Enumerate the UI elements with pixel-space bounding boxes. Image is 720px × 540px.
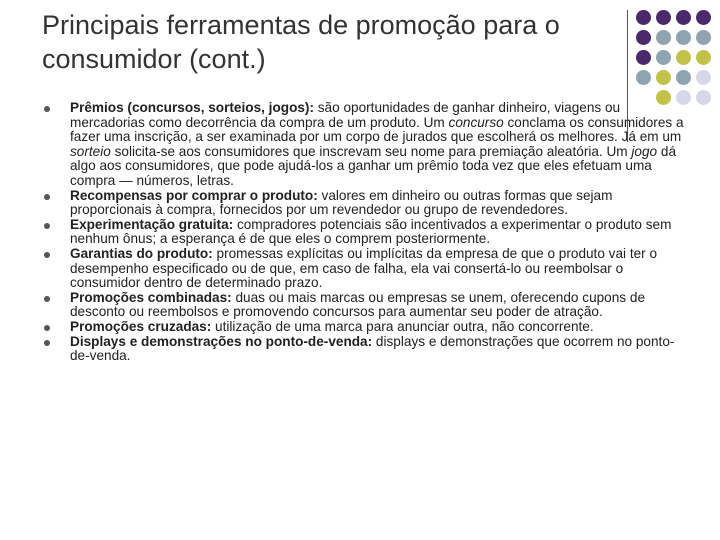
decorative-dot xyxy=(696,30,711,45)
bullet-text: displays e demonstrações que ocorrem no ponto-de-venda. xyxy=(70,333,675,364)
decorative-dot xyxy=(656,30,671,45)
bullet-label: Promoções combinadas: xyxy=(70,289,232,305)
bullet-text: dá algo aos consumidores, que pode ajudá-los a ganhar um prêmio toda vez que eles efetuam uma compra — números, letras. xyxy=(70,143,677,188)
bullet-text: promessas explícitas ou implícitas da empresa de que o produto vai ter o desempenho especificado ou de que, em caso de falha, ela vai consertá-lo ou reembolsar o consumidor dentro de determinado prazo. xyxy=(70,245,658,291)
decorative-dot xyxy=(696,90,711,105)
bullet-dot-icon xyxy=(44,194,50,200)
decorative-dot xyxy=(636,10,651,25)
bullet-label: Displays e demonstrações no ponto-de-venda: xyxy=(70,333,373,349)
bullet-dot-icon xyxy=(44,325,50,331)
bullet-text: compradores potenciais são incentivados a experimentar o produto sem nenhum ônus; a esperança é de que eles o comprem posteriormente. xyxy=(70,216,672,247)
bullet-item xyxy=(44,320,684,335)
bullet-label: Recompensas por comprar o produto: xyxy=(70,187,318,203)
decorative-dot xyxy=(656,50,671,65)
decorative-dot xyxy=(696,10,711,25)
emphasized-term: concurso xyxy=(448,114,504,130)
decorative-dot xyxy=(696,70,711,85)
bullet-text: solicita-se aos consumidores que inscrevam seu nome para premiação aleatória. Um xyxy=(110,143,632,159)
bullet-dot-icon xyxy=(44,252,50,258)
decorative-dot xyxy=(656,10,671,25)
bullet-text: são oportunidades de ganhar dinheiro, viagens ou mercadorias como decorrência da compra de um produto. Um xyxy=(70,100,621,130)
decorative-dot xyxy=(636,70,651,85)
decorative-dot xyxy=(676,10,691,25)
bullet-text: duas ou mais marcas ou empresas se unem, oferecendo cupons de desconto ou reembolsos e promovendo concursos para aumentar seu poder de atração. xyxy=(70,289,646,320)
bullet-text: utilização de uma marca para anunciar outra, não concorrente. xyxy=(211,318,594,334)
bullet-item xyxy=(44,335,684,364)
bullet-label: Garantias do produto: xyxy=(70,245,213,261)
decorative-dot xyxy=(636,50,651,65)
bullet-item xyxy=(44,189,684,218)
bullet-item xyxy=(44,291,684,320)
decorative-dot xyxy=(636,30,651,45)
bullet-dot-icon xyxy=(44,340,50,346)
bullet-label: Promoções cruzadas: xyxy=(70,318,212,334)
decorative-dot xyxy=(656,70,671,85)
bullet-text: valores em dinheiro ou outras formas que sejam proporcionais à compra, fornecidos por um revendedor ou grupo de revendedores. xyxy=(70,187,613,218)
bullet-dot-icon xyxy=(44,296,50,302)
bullet-item xyxy=(44,218,684,247)
bullet-text: conclama os consumidores a fazer uma inscrição, a ser examinada por um corpo de jurados que escolherá os melhores. Já em um xyxy=(70,114,684,145)
bullet-list xyxy=(44,101,684,364)
decorative-dot xyxy=(676,30,691,45)
decorative-dot xyxy=(676,70,691,85)
bullet-dot-icon xyxy=(44,223,50,229)
emphasized-term: jogo xyxy=(631,143,658,159)
bullet-item xyxy=(44,101,684,189)
slide-title: Principais ferramentas de promoção para o consumidor (cont.) xyxy=(42,10,560,74)
bullet-label: Experimentação gratuita: xyxy=(70,216,234,232)
decorative-dot xyxy=(696,50,711,65)
decorative-dot xyxy=(676,50,691,65)
bullet-dot-icon xyxy=(44,106,50,112)
bullet-label: Prêmios (concursos, sorteios, jogos): xyxy=(70,100,314,115)
bullet-item xyxy=(44,247,684,291)
emphasized-term: sorteio xyxy=(70,143,111,159)
